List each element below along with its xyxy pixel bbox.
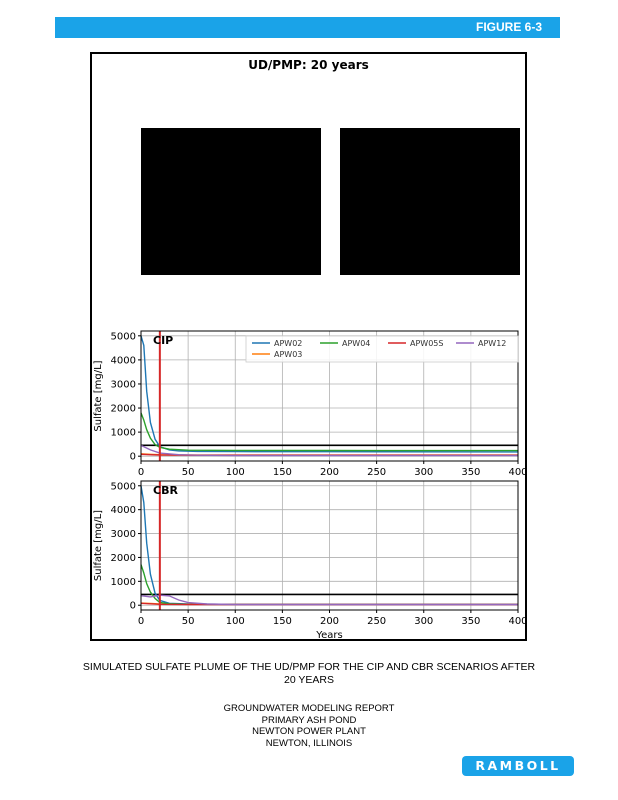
x-tick-label: 50: [181, 467, 195, 478]
x-tick-label: 150: [272, 467, 292, 478]
y-tick-label: 4000: [110, 505, 136, 517]
x-tick-label: 50: [181, 616, 195, 627]
scenario-label: CBR: [153, 484, 178, 497]
caption-line-1: SIMULATED SULFATE PLUME OF THE UD/PMP FOR THE CIP AND CBR SCENARIOS AFTER: [82, 661, 536, 673]
panel-title: UD/PMP: 20 years: [248, 58, 369, 72]
y-tick-label: 0: [129, 451, 136, 463]
y-tick-label: 5000: [110, 331, 136, 343]
ramboll-logo: RAMBOLL: [462, 756, 574, 776]
report-title: GROUNDWATER MODELING REPORT: [223, 703, 395, 714]
report-plant: NEWTON POWER PLANT: [252, 726, 366, 737]
x-tick-label: 200: [319, 616, 340, 627]
y-tick-label: 5000: [110, 481, 136, 493]
figure-caption: [0, 661, 618, 687]
report-location: NEWTON, ILLINOIS: [265, 737, 353, 749]
y-tick-label: 2000: [110, 403, 136, 415]
legend-label-apw04: APW04: [342, 339, 371, 348]
x-tick-label: 300: [414, 467, 434, 478]
x-tick-label: 150: [272, 616, 292, 627]
x-tick-label: 100: [225, 467, 245, 478]
y-tick-label: 3000: [110, 379, 136, 391]
legend-label-apw12: APW12: [478, 339, 507, 348]
y-tick-label: 1000: [110, 427, 136, 439]
x-tick-label: 350: [461, 616, 481, 627]
y-axis-label: Sulfate [mg/L]: [93, 360, 104, 432]
x-axis-label: Years: [316, 630, 343, 641]
y-tick-label: 4000: [110, 355, 136, 367]
y-tick-label: 2000: [110, 552, 136, 564]
legend-label-apw02: APW02: [274, 339, 303, 348]
y-tick-label: 1000: [110, 576, 136, 588]
x-tick-label: 400: [508, 467, 528, 478]
scenario-label: CIP: [153, 334, 174, 347]
x-tick-label: 400: [508, 616, 528, 627]
legend-label-apw03: APW03: [274, 350, 303, 359]
y-tick-label: 0: [129, 600, 136, 612]
y-tick-label: 3000: [110, 529, 136, 541]
x-tick-label: 200: [319, 467, 340, 478]
caption-line-2: 20 YEARS: [283, 674, 334, 686]
x-tick-label: 250: [367, 616, 387, 627]
legend-label-apw05s: APW05S: [410, 339, 444, 348]
x-tick-label: 0: [137, 467, 145, 478]
y-axis-label: Sulfate [mg/L]: [93, 509, 104, 582]
x-tick-label: 100: [225, 616, 245, 627]
x-tick-label: 350: [461, 467, 481, 478]
x-tick-label: 300: [414, 616, 434, 627]
report-site: PRIMARY ASH POND: [261, 714, 357, 726]
figure-label: FIGURE 6-3: [475, 20, 542, 34]
x-tick-label: 0: [137, 616, 145, 627]
x-tick-label: 250: [367, 467, 387, 478]
report-block: [0, 703, 618, 749]
